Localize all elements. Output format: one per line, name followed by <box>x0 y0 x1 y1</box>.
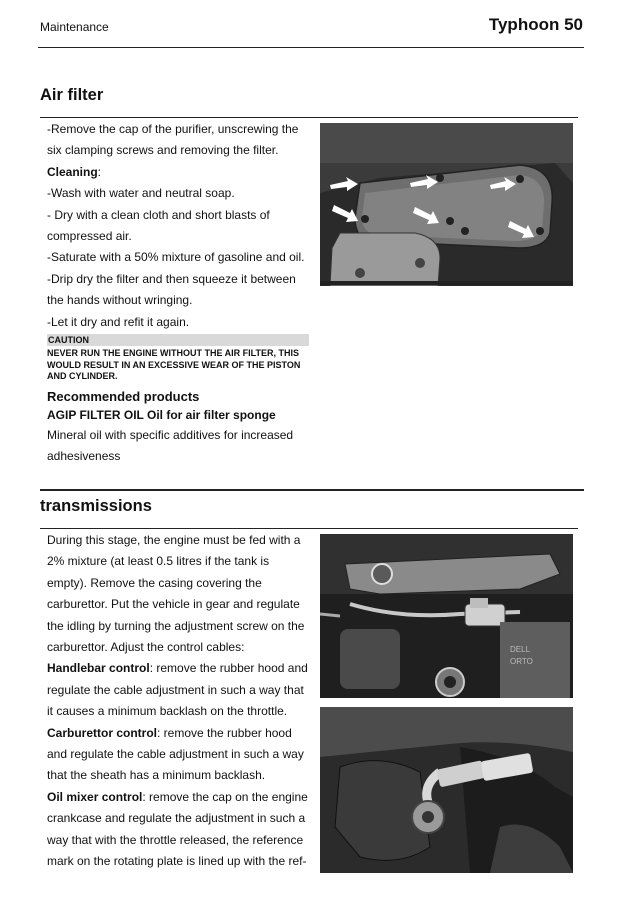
cleaning-step: -Drip dry the filter and then squeeze it between the hands without wringing. <box>47 271 296 308</box>
svg-text:ORTO: ORTO <box>510 657 533 666</box>
oil-mixer-control <box>47 787 309 873</box>
air-filter-intro: -Remove the cap of the purifier, unscrewing the six clamping screws and removing the filter. <box>47 122 299 158</box>
carburettor-text: : remove the rubber hood and regulate the cable adjustment in such a way that the sheath has a minimum backlash. <box>47 725 304 783</box>
caution-label: CAUTION <box>47 334 309 346</box>
cleaning-step: - Dry with a clean cloth and short blasts of compressed air. <box>47 207 270 244</box>
product-name: AGIP FILTER OIL Oil for air filter sponge <box>47 407 276 422</box>
transmissions-intro: During this stage, the engine must be fed with a 2% mixture (at least 0.5 litres if the tank is empty). Remove the casing covering the carburettor. Put the vehicle in gear and regulate the idling by turning the adjustment screw on the carburettor. Adjust the control cables: <box>47 533 305 655</box>
caution-text: NEVER RUN THE ENGINE WITHOUT THE AIR FILTER, THIS WOULD RESULT IN AN EXCESSIVE WEAR OF THE PISTON AND CYLINDER. <box>47 348 301 382</box>
transmissions-top-rule <box>40 489 584 491</box>
oil-mixer-text: : remove the cap on the engine crankcase and regulate the adjustment in such a way that with the throttle released, the reference mark on the rotating plate is lined up with the ref- <box>47 789 308 869</box>
air-filter-photo <box>320 123 573 286</box>
recommended-products-title: Recommended products <box>47 388 200 404</box>
carburettor-control <box>47 723 309 787</box>
cleaning-step: -Let it dry and refit it again. <box>47 314 190 329</box>
transmissions-rule <box>40 528 578 529</box>
oil-mixer-label: Oil mixer control <box>47 789 143 804</box>
air-filter-text <box>47 119 309 467</box>
transmissions-title: transmissions <box>40 497 152 515</box>
carburettor-label: Carburettor control <box>47 725 158 740</box>
cleaning-step: -Wash with water and neutral soap. <box>47 186 235 201</box>
handlebar-text: : remove the rubber hood and regulate the cable adjustment in such a way that it causes a minimum backlash on the throttle. <box>47 661 308 719</box>
cleaning-label: Cleaning <box>47 164 98 179</box>
handlebar-control <box>47 658 309 722</box>
svg-text:DELL: DELL <box>510 645 531 654</box>
cleaning-step: -Saturate with a 50% mixture of gasoline and oil. <box>47 250 305 265</box>
carburettor-photo-bottom <box>320 707 573 873</box>
handlebar-label: Handlebar control <box>47 661 150 676</box>
carburettor-photo-top <box>320 534 573 698</box>
header-model: Typhoon 50 <box>488 15 583 34</box>
header-rule <box>38 47 584 48</box>
cleaning-colon: : <box>97 164 102 179</box>
transmissions-text <box>47 530 309 873</box>
product-description: Mineral oil with specific additives for increased adhesiveness <box>47 427 294 463</box>
cleaning-heading <box>47 162 309 183</box>
air-filter-rule <box>40 117 578 118</box>
air-filter-title: Air filter <box>40 86 104 104</box>
header-section: Maintenance <box>40 20 109 34</box>
